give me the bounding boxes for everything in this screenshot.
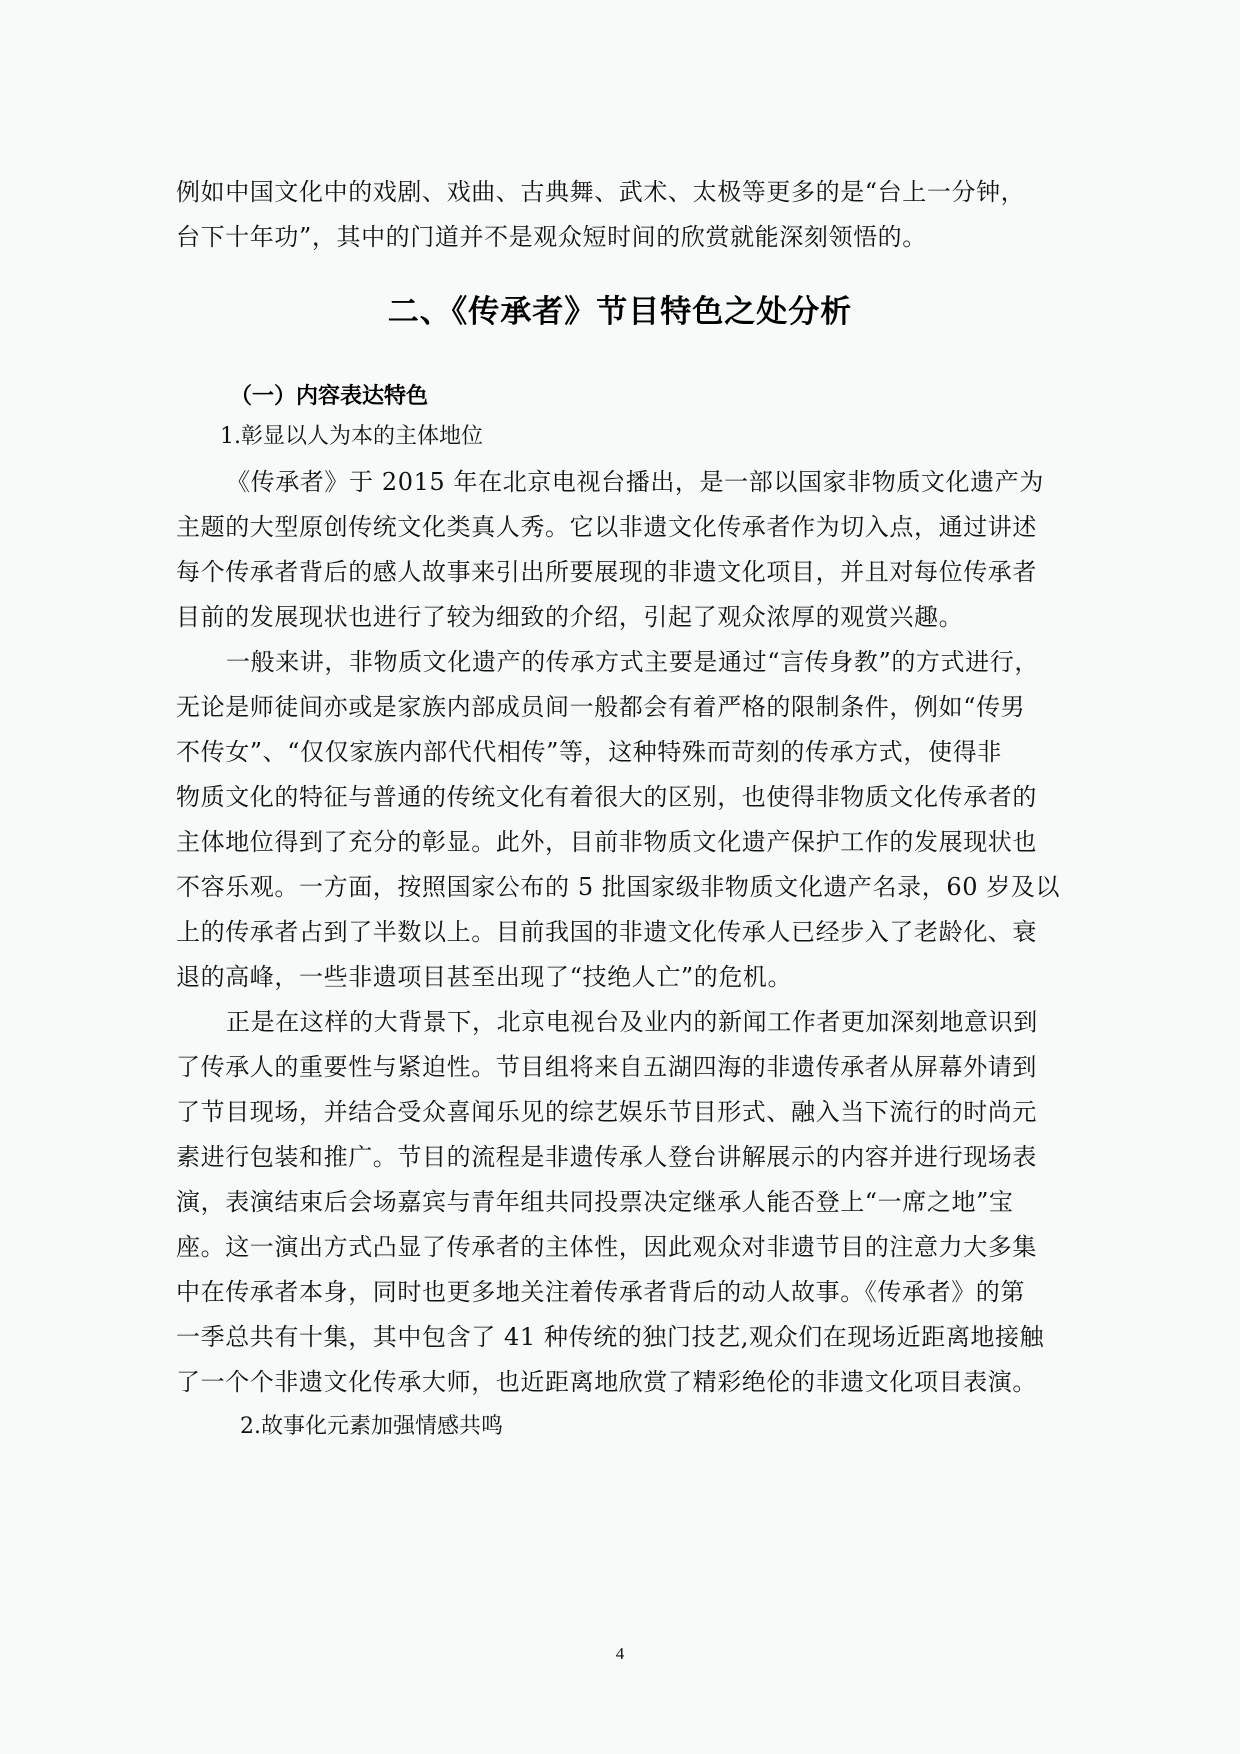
paragraph-2-line: 物质文化的特征与普通的传统文化有着很大的区别，也使得非物质文化传承者的	[176, 783, 1037, 811]
paragraph-3-line: 正是在这样的大背景下，北京电视台及业内的新闻工作者更加深刻地意识到	[226, 1008, 1038, 1036]
intro-line: 例如中国文化中的戏剧、戏曲、古典舞、武术、太极等更多的是“台上一分钟，	[176, 178, 1026, 206]
paragraph-1-line: 《传承者》于 2015 年在北京电视台播出，是一部以国家非物质文化遗产为	[226, 468, 1044, 496]
section-heading: 二、《传承者》节目特色之处分析	[387, 294, 853, 330]
paragraph-2-line: 不容乐观。一方面，按照国家公布的 5 批国家级非物质文化遗产名录，60 岁及以	[176, 873, 1061, 901]
paragraph-2-line: 退的高峰，一些非遗项目甚至出现了“技绝人亡”的危机。	[176, 963, 793, 991]
paragraph-2-line: 无论是师徒间亦或是家族内部成员间一般都会有着严格的限制条件，例如“传男	[176, 693, 1026, 721]
subsection-heading: （一）内容表达特色	[230, 384, 429, 409]
paragraph-1-line: 目前的发展现状也进行了较为细致的介绍，引起了观众浓厚的观赏兴趣。	[176, 603, 964, 631]
paragraph-3-line: 素进行包装和推广。节目的流程是非遗传承人登台讲解展示的内容并进行现场表	[176, 1143, 1037, 1171]
paragraph-3-line: 演，表演结束后会场嘉宾与青年组共同投票决定继承人能否登上“一席之地”宝	[176, 1188, 1014, 1216]
paragraph-3-line: 了一个个非遗文化传承大师，也近距离地欣赏了精彩绝伦的非遗文化项目表演。	[176, 1368, 1037, 1396]
point-2-heading: 2.故事化元素加强情感共鸣	[240, 1414, 503, 1439]
paragraph-2-line: 上的传承者占到了半数以上。目前我国的非遗文化传承人已经步入了老龄化、衰	[176, 918, 1037, 946]
intro-line: 台下十年功”，其中的门道并不是观众短时间的欣赏就能深刻领悟的。	[176, 223, 927, 251]
point-1-heading: 1.彰显以人为本的主体地位	[220, 424, 483, 449]
paragraph-3-line: 中在传承者本身，同时也更多地关注着传承者背后的动人故事。《传承者》的第	[176, 1278, 1025, 1306]
paragraph-3-line: 了节目现场，并结合受众喜闻乐见的综艺娱乐节目形式、融入当下流行的时尚元	[176, 1098, 1037, 1126]
paragraph-3-line: 一季总共有十集，其中包含了 41 种传统的独门技艺,观众们在现场近距离地接触	[176, 1323, 1045, 1351]
paragraph-2-line: 主体地位得到了充分的彰显。此外，目前非物质文化遗产保护工作的发展现状也	[176, 828, 1037, 856]
paragraph-2-line: 一般来讲，非物质文化遗产的传承方式主要是通过“言传身教”的方式进行，	[226, 648, 1039, 676]
paragraph-3-line: 座。这一演出方式凸显了传承者的主体性，因此观众对非遗节目的注意力大多集	[176, 1233, 1037, 1261]
paragraph-3-line: 了传承人的重要性与紧迫性。节目组将来自五湖四海的非遗传承者从屏幕外请到	[176, 1053, 1037, 1081]
paragraph-1-line: 主题的大型原创传统文化类真人秀。它以非遗文化传承者作为切入点，通过讲述	[176, 513, 1037, 541]
paragraph-2-line: 不传女”、“仅仅家族内部代代相传”等，这种特殊而苛刻的传承方式，使得非	[176, 738, 1002, 766]
page-number: 4	[615, 1644, 625, 1663]
paragraph-1-line: 每个传承者背后的感人故事来引出所要展现的非遗文化项目，并且对每位传承者	[176, 558, 1037, 586]
